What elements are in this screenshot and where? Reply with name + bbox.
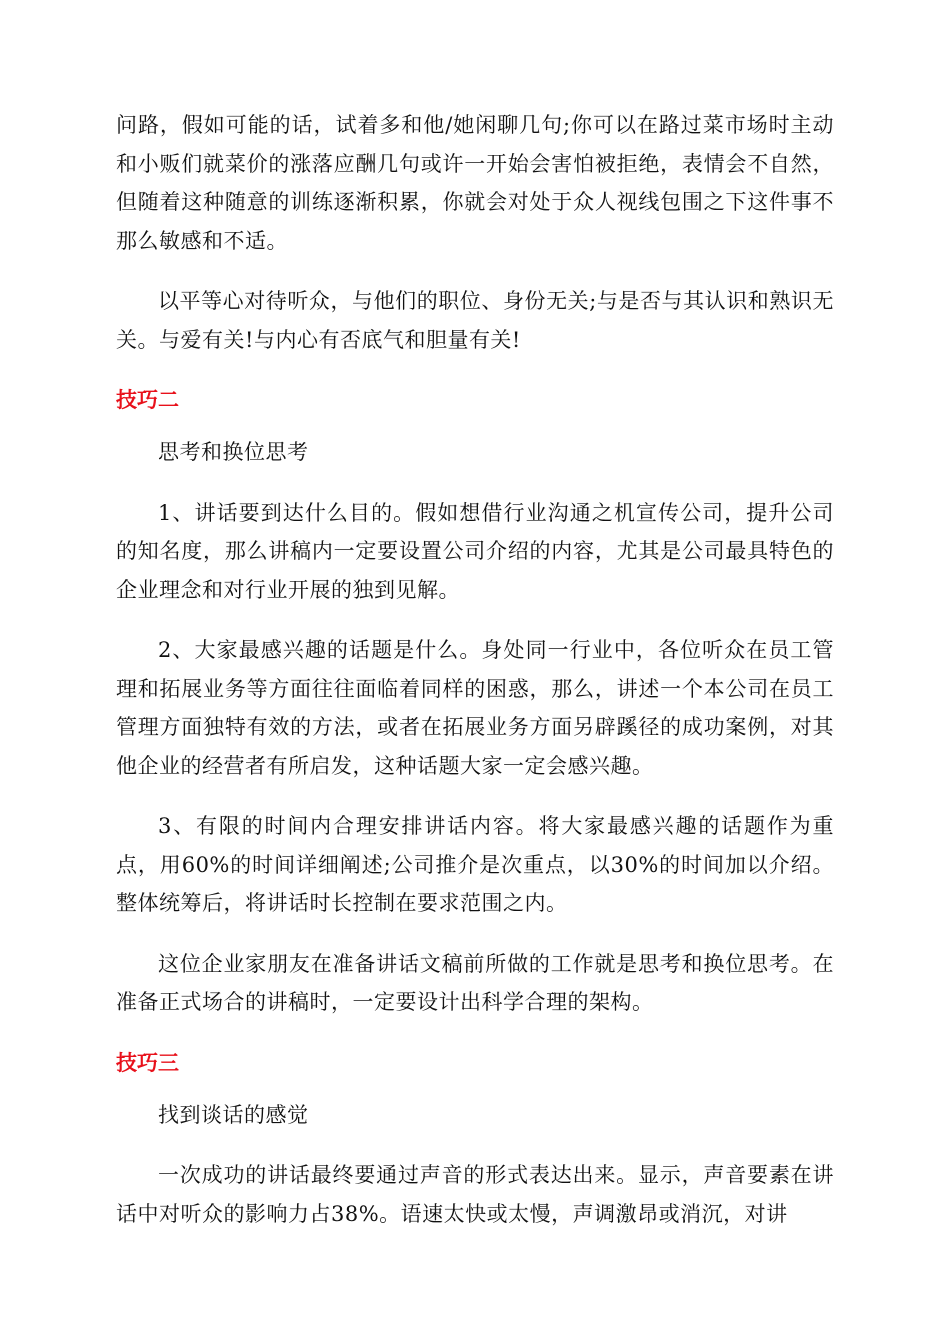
paragraph: 这位企业家朋友在准备讲话文稿前所做的工作就是思考和换位思考。在准备正式场合的讲稿时，一定要设计出科学合理的架构。 <box>116 951 834 1014</box>
paragraph: 2、大家最感兴趣的话题是什么。身处同一行业中，各位听众在员工管理和拓展业务等方面往往面临着同样的困惑，那么，讲述一个本公司在员工管理方面独特有效的方法，或者在拓展业务方面另辟蹊径的成功案例，对其他企业的经营者有所启发，这种话题大家一定会感兴趣。 <box>116 638 834 778</box>
paragraph: 一次成功的讲话最终要通过声音的形式表达出来。显示，声音要素在讲话中对听众的影响力占38%。语速太快或太慢，声调激昂或消沉，对讲 <box>116 1163 834 1226</box>
paragraph: 以平等心对待听众，与他们的职位、身份无关;与是否与其认识和熟识无关。与爱有关!与内心有否底气和胆量有关! <box>116 289 834 352</box>
paragraph: 1、讲话要到达什么目的。假如想借行业沟通之机宣传公司，提升公司的知名度，那么讲稿内一定要设置公司介绍的内容，尤其是公司最具特色的企业理念和对行业开展的独到见解。 <box>116 500 834 602</box>
section-subtitle: 找到谈话的感觉 <box>158 1102 309 1127</box>
section-heading-tip-3: 技巧三 <box>116 1050 179 1075</box>
document-body <box>116 106 834 1255</box>
section-heading-tip-2: 技巧二 <box>116 388 179 412</box>
paragraph: 3、有限的时间内合理安排讲话内容。将大家最感兴趣的话题作为重点，用60%的时间详细阐述;公司推介是次重点，以30%的时间加以介绍。整体统筹后，将讲话时长控制在要求范围之内。 <box>116 814 834 915</box>
paragraph: 问路，假如可能的话，试着多和他/她闲聊几句;你可以在路过菜市场时主动和小贩们就菜价的涨落应酬几句或许一开始会害怕被拒绝，表情会不自然，但随着这种随意的训练逐渐积累，你就会对处于众人视线包围之下这件事不那么敏感和不适。 <box>116 113 834 253</box>
section-subtitle: 思考和换位思考 <box>158 440 309 464</box>
